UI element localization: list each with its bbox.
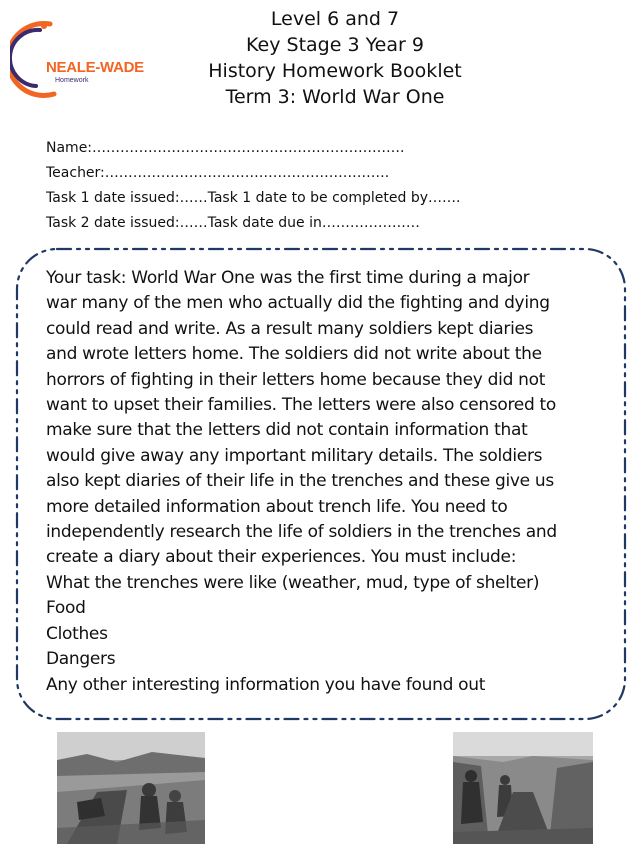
task-description [46,266,606,698]
header-level: Level 6 and 7 [270,8,400,30]
header-key-stage: Key Stage 3 Year 9 [246,34,424,56]
task-line: Dangers [46,649,116,670]
logo-name: NEALE-WADE [46,59,144,76]
booklet-header [170,6,500,110]
task-line: and wrote letters home. The soldiers did not write about the [46,344,542,365]
task-line: could read and write. As a result many soldiers kept diaries [46,318,534,339]
trench-photo-right [453,732,593,844]
task-line: horrors of fighting in their letters home because they did not [46,369,546,390]
task-line: What the trenches were like (weather, mud, type of shelter) [46,572,540,593]
task-line: Your task: World War One was the first time during a major [46,268,530,288]
trench-photo-left [57,732,205,844]
task-line: create a diary about their experiences. You must include: [46,547,517,568]
task-line: would give away any important military details. The soldiers [46,445,543,466]
task1-dates-field: Task 1 date issued:……Task 1 date to be completed by……. [46,190,461,206]
task-line: war many of the men who actually did the fighting and dying [46,293,550,314]
school-logo [10,14,160,102]
student-details [46,136,546,236]
task2-dates-field: Task 2 date issued:……Task date due in………………… [46,215,420,231]
task-line: also kept diaries of their life in the trenches and these give us [46,471,554,492]
task-line: Food [46,598,86,619]
logo-subtitle: Homework [55,77,89,84]
teacher-field: Teacher:……………………………………………………. [46,165,390,181]
name-field: Name:…………………………………………………………. [46,140,405,156]
task-line: want to upset their families. The letters were also censored to [46,395,557,416]
task-line: more detailed information about trench life. You need to [46,496,508,517]
task-line: make sure that the letters did not contain information that [46,420,528,441]
logo-ring-icon [10,14,160,102]
header-term: Term 3: World War One [225,86,445,108]
header-booklet-title: History Homework Booklet [208,60,462,82]
task-line: Any other interesting information you have found out [46,674,486,695]
task-line: independently research the life of soldiers in the trenches and [46,522,557,543]
task-line: Clothes [46,623,108,644]
